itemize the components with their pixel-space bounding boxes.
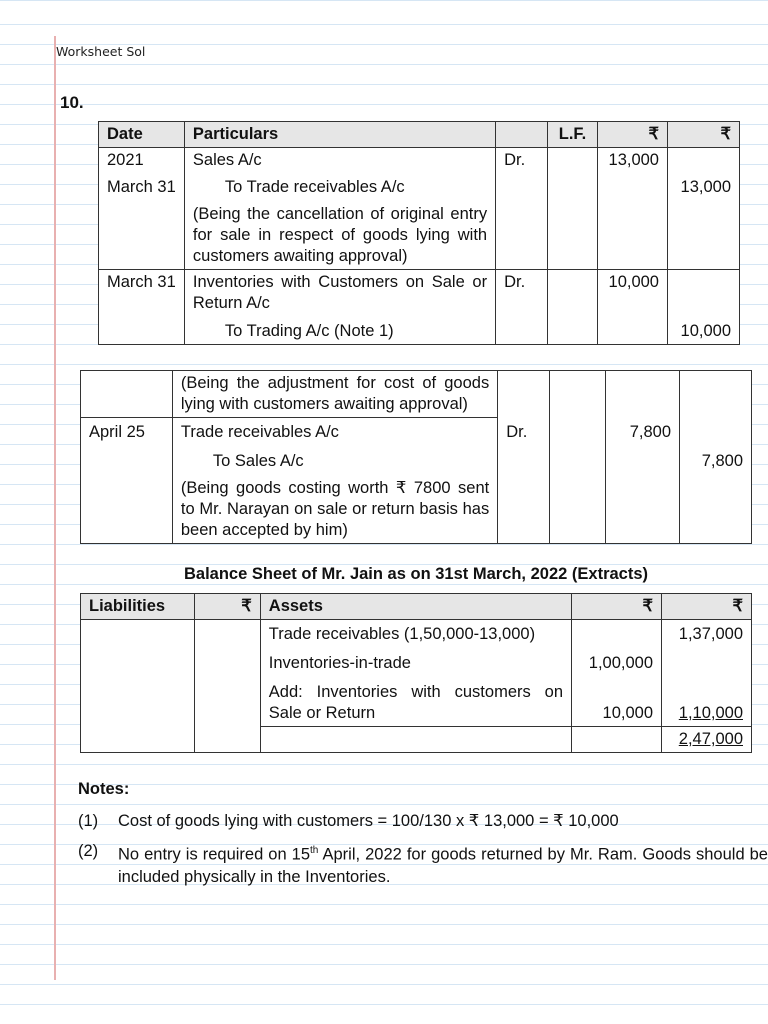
- assets-total: 2,47,000: [678, 730, 743, 748]
- debit-account: Inventories with Customers on Sale or Return A/c: [184, 270, 495, 317]
- asset-amount: 1,37,000: [662, 620, 752, 648]
- asset-label: Add: Inventories with customers on Sale or Return: [260, 676, 571, 727]
- note-number: (1): [78, 812, 99, 830]
- col-rupee-assets-2: ₹: [662, 594, 752, 620]
- debit-account: Trade receivables A/c: [172, 418, 497, 446]
- note-text: [118, 840, 768, 888]
- liabilities-amount-cell: [194, 620, 260, 753]
- notes-title: Notes:: [78, 780, 130, 798]
- asset-amount: 10,000: [572, 676, 662, 727]
- table-row: [99, 270, 740, 317]
- col-lf: L.F.: [548, 122, 598, 148]
- dr-label: Dr.: [496, 148, 548, 174]
- note-number: (2): [78, 842, 99, 860]
- liabilities-cell: [81, 620, 195, 753]
- debit-amount: 7,800: [606, 418, 680, 446]
- notebook-margin-line: [54, 36, 56, 980]
- asset-subtotal: 1,10,000: [678, 704, 743, 722]
- table-row: [81, 474, 752, 544]
- col-rupee-credit: ₹: [667, 122, 739, 148]
- balance-sheet-header-row: [81, 594, 752, 620]
- col-rupee-liabilities: ₹: [194, 594, 260, 620]
- dr-label: Dr.: [498, 418, 550, 446]
- credit-amount: 10,000: [667, 316, 739, 345]
- col-liabilities: Liabilities: [81, 594, 195, 620]
- table-row: [99, 200, 740, 270]
- entry-date: March 31: [99, 173, 185, 200]
- journal-header-row: [99, 122, 740, 148]
- journal-table-part2: [80, 370, 752, 544]
- col-date: Date: [99, 122, 185, 148]
- debit-account: Sales A/c: [184, 148, 495, 174]
- question-number: 10.: [60, 93, 84, 112]
- table-row: [81, 418, 752, 446]
- asset-label: Inventories-in-trade: [260, 647, 571, 676]
- balance-sheet-table: [80, 593, 752, 753]
- notes-section: [78, 778, 768, 896]
- table-row: [81, 371, 752, 418]
- credit-account: To Trade receivables A/c: [184, 173, 495, 200]
- narration: (Being the cancellation of original entry for sale in respect of goods lying with customers awaiting approval): [184, 200, 495, 270]
- credit-account: To Trading A/c (Note 1): [184, 316, 495, 345]
- entry-date: March 31: [99, 270, 185, 317]
- note-text: Cost of goods lying with customers = 100/130 x ₹ 13,000 = ₹ 10,000: [118, 812, 619, 830]
- debit-amount: 13,000: [598, 148, 668, 174]
- col-particulars: Particulars: [184, 122, 495, 148]
- note-item: [78, 810, 768, 832]
- note-item: [78, 840, 768, 888]
- dr-label: Dr.: [496, 270, 548, 317]
- note-text-part: April, 2022 for goods returned by Mr. Ram. Goods should be included physically in the Inventories.: [118, 845, 768, 886]
- narration: (Being the adjustment for cost of goods lying with customers awaiting approval): [172, 371, 497, 418]
- credit-amount: 7,800: [680, 445, 752, 474]
- table-row: [81, 620, 752, 648]
- entry-year: 2021: [99, 148, 185, 174]
- credit-account: To Sales A/c: [172, 445, 497, 474]
- col-assets: Assets: [260, 594, 571, 620]
- entry-date: April 25: [81, 418, 173, 446]
- asset-label: Trade receivables (1,50,000-13,000): [260, 620, 571, 648]
- table-row: [99, 316, 740, 345]
- note-text-part: No entry is required on 15: [118, 845, 311, 864]
- asset-amount: 1,00,000: [572, 647, 662, 676]
- credit-amount: 13,000: [667, 173, 739, 200]
- table-row: [81, 445, 752, 474]
- table-row: [99, 173, 740, 200]
- balance-sheet-title: Balance Sheet of Mr. Jain as on 31st March, 2022 (Extracts): [183, 565, 649, 583]
- narration: (Being goods costing worth ₹ 7800 sent to Mr. Narayan on sale or return basis has been accepted by him): [172, 474, 497, 544]
- debit-amount: 10,000: [598, 270, 668, 317]
- page-header: Worksheet Sol: [56, 44, 146, 59]
- col-rupee-assets-1: ₹: [572, 594, 662, 620]
- note-superscript: th: [310, 845, 319, 856]
- col-rupee-debit: ₹: [598, 122, 668, 148]
- col-blank: [496, 122, 548, 148]
- journal-table-part1: [98, 121, 740, 345]
- table-row: [99, 148, 740, 174]
